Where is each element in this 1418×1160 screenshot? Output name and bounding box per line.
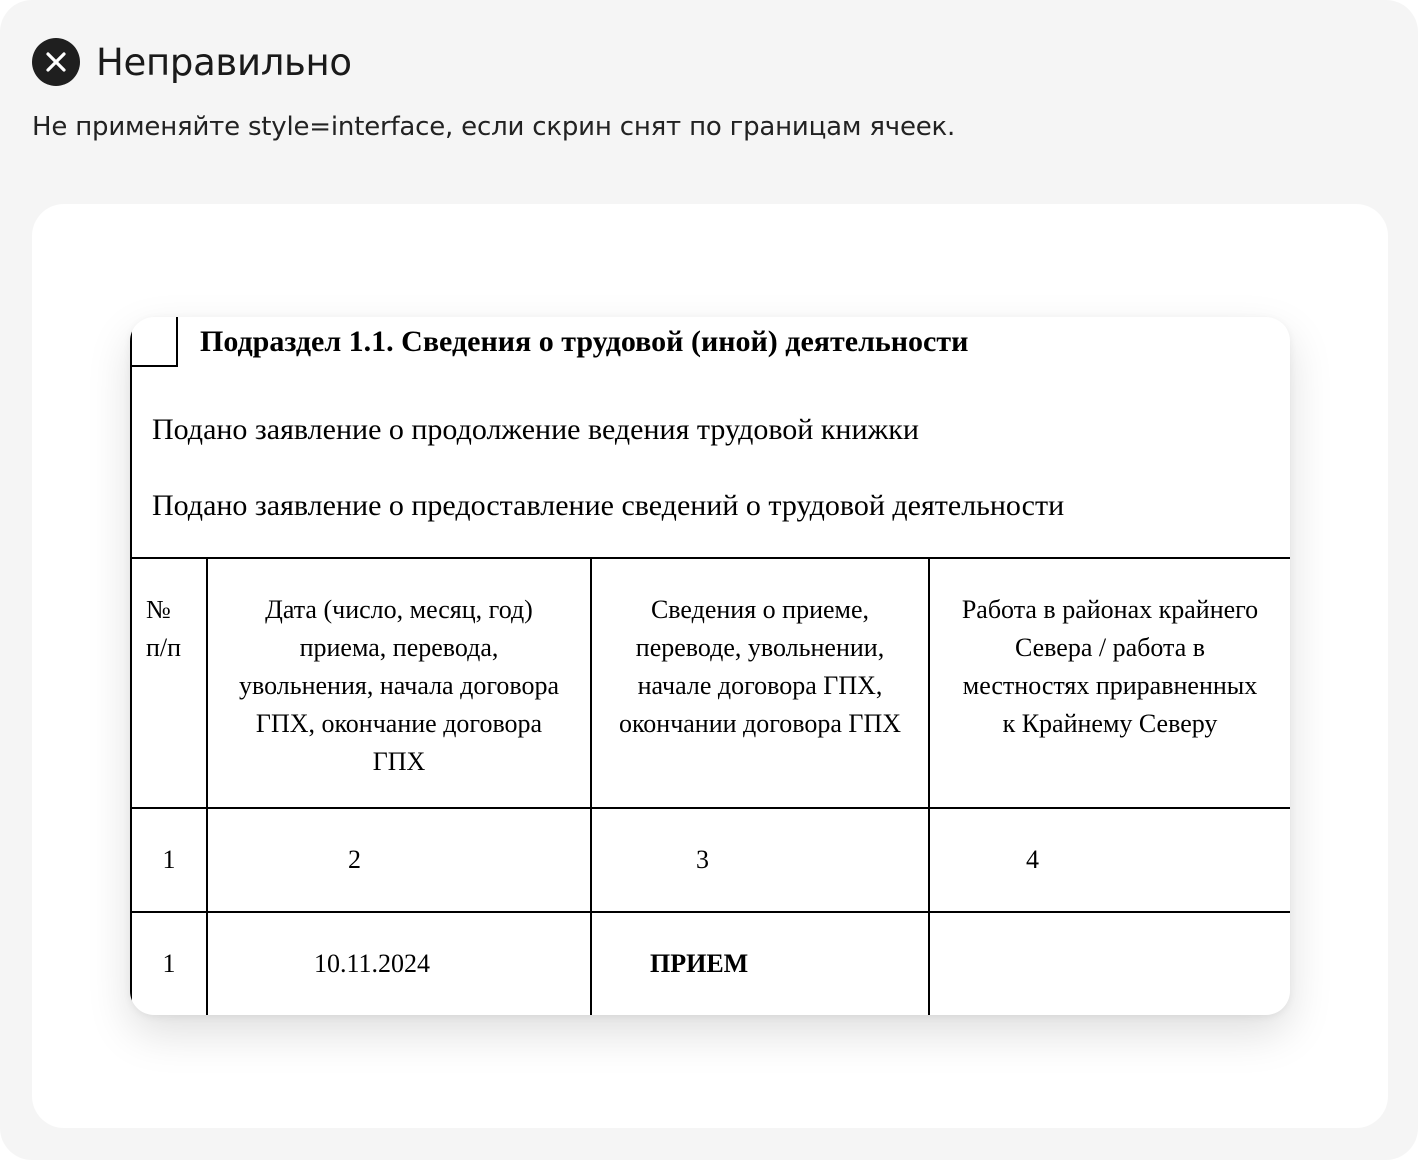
header-line: ГПХ, окончание договора: [255, 709, 543, 738]
header-line: Сведения о приеме,: [650, 595, 870, 624]
document-line-2: Подано заявление о предоставление сведений о трудовой деятельности: [152, 489, 1065, 522]
table-row: [131, 912, 1290, 1015]
table-header-cell: [207, 558, 591, 808]
document-heading: Подраздел 1.1. Сведения о трудовой (иной) деятельности: [200, 325, 969, 358]
header-line: Севера / работа в: [1014, 633, 1206, 662]
header-line: к Крайнему Северу: [1002, 709, 1218, 738]
table-header-cell: [131, 558, 207, 808]
header-line: ГПХ: [372, 747, 426, 776]
table-header-row: [131, 558, 1290, 808]
table-index-row: [131, 808, 1290, 912]
table-cell: [929, 912, 1290, 1015]
header-line: местностях приравненных: [962, 671, 1258, 700]
example-panel: [32, 204, 1388, 1128]
status-header: [32, 38, 352, 86]
table-cell: 3: [591, 808, 929, 912]
table-header-cell: [929, 558, 1290, 808]
table-cell: 1: [131, 808, 207, 912]
document-checkbox: [130, 317, 178, 367]
header-line: приема, перевода,: [299, 633, 499, 662]
guideline-description: Не применяйте style=interface, если скрин снят по границам ячеек.: [32, 112, 956, 142]
header-line: №: [146, 595, 171, 624]
close-icon: [32, 38, 80, 86]
table-cell: 10.11.2024: [207, 912, 591, 1015]
table-cell: 1: [131, 912, 207, 1015]
header-line: увольнения, начала договора: [239, 671, 559, 700]
status-title: Неправильно: [96, 40, 352, 84]
table-cell: ПРИЕМ: [591, 912, 929, 1015]
header-line: окончании договора ГПХ: [618, 709, 902, 738]
header-line: начале договора ГПХ,: [637, 671, 883, 700]
document-screenshot: [130, 317, 1290, 1015]
table-cell: 4: [929, 808, 1290, 912]
table-cell: 2: [207, 808, 591, 912]
header-line: переводе, увольнении,: [635, 633, 885, 662]
header-line: п/п: [146, 633, 182, 662]
table-header-cell: [591, 558, 929, 808]
document-line-1: Подано заявление о продолжение ведения трудовой книжки: [152, 413, 919, 446]
employment-table: [130, 557, 1290, 1015]
header-line: Работа в районах крайнего: [961, 595, 1259, 624]
header-line: Дата (число, месяц, год): [265, 595, 533, 624]
